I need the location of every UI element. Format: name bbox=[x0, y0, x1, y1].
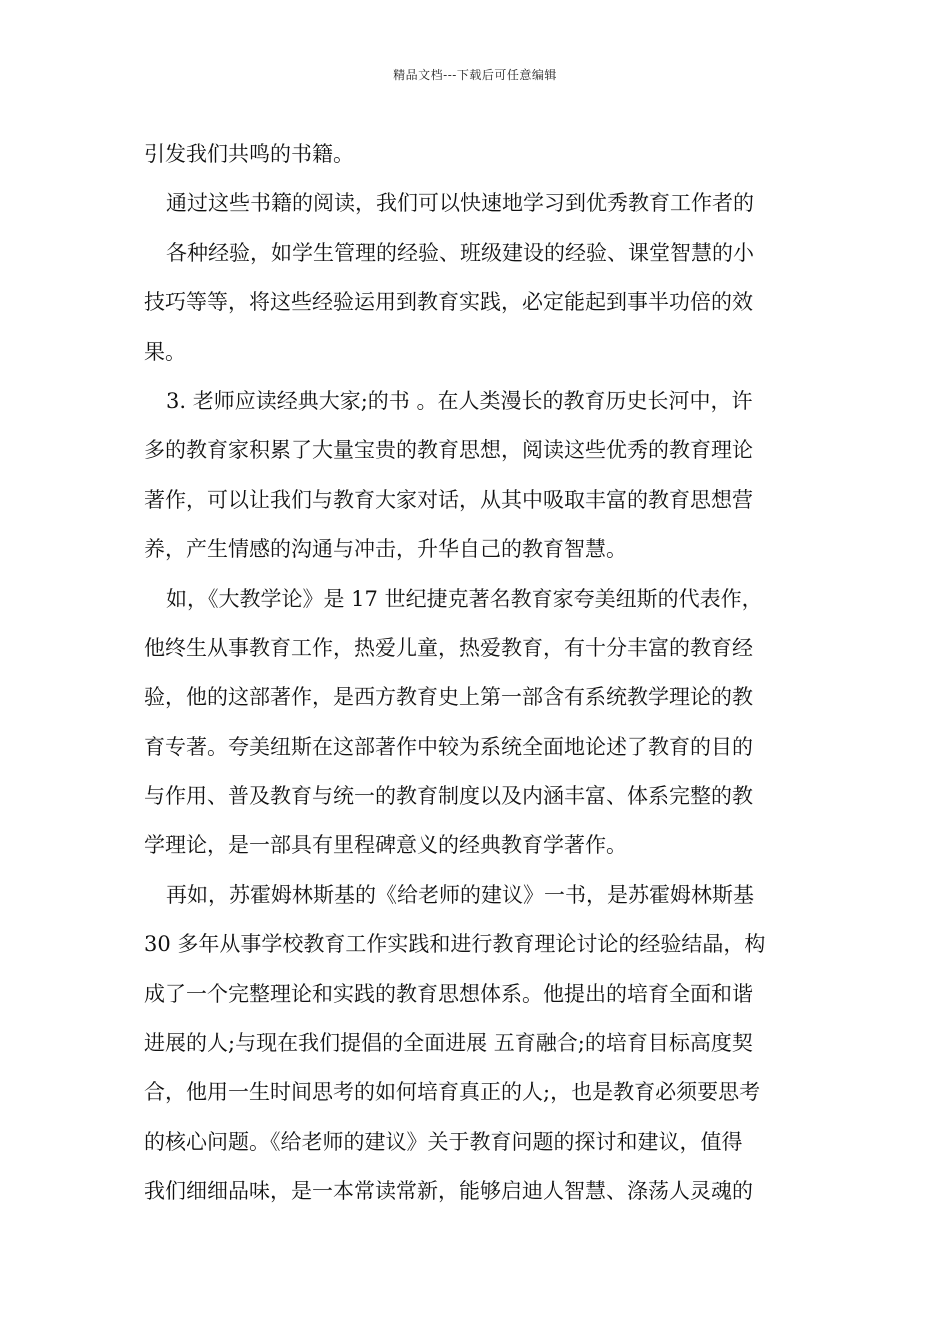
text-line: 引发我们共鸣的书籍。 bbox=[144, 142, 354, 166]
text-line: 果。 bbox=[144, 339, 186, 364]
text-line: 合，他用一生时间思考的如何培育真正的人;，也是教育必须要思考 bbox=[144, 1080, 761, 1105]
text-line: 通过这些书籍的阅读，我们可以快速地学习到优秀教育工作者的 bbox=[166, 191, 754, 216]
text-line: 再如，苏霍姆林斯基的《给老师的建议》一书，是苏霍姆林斯基 bbox=[166, 882, 754, 907]
text-line: 著作，可以让我们与教育大家对话，从其中吸取丰富的教育思想营 bbox=[144, 487, 753, 512]
text-line: 他终生从事教育工作，热爱儿童，热爱教育，有十分丰富的教育经 bbox=[144, 635, 753, 660]
text-line: 的核心问题。《给老师的建议》关于教育问题的探讨和建议，值得 bbox=[144, 1129, 743, 1154]
text-line: 多的教育家积累了大量宝贵的教育思想，阅读这些优秀的教育理论 bbox=[144, 438, 753, 463]
text-line: 我们细细品味，是一本常读常新，能够启迪人智慧、涤荡人灵魂的 bbox=[144, 1179, 753, 1204]
text-line: 30 多年从事学校教育工作实践和进行教育理论讨论的经验结晶，构 bbox=[144, 932, 766, 957]
text-line: 育专著。夸美纽斯在这部著作中较为系统全面地论述了教育的目的 bbox=[144, 734, 753, 759]
text-line: 技巧等等，将这些经验运用到教育实践，必定能起到事半功倍的效 bbox=[144, 290, 753, 315]
body-text bbox=[144, 130, 814, 1217]
text-line: 各种经验，如学生管理的经验、班级建设的经验、课堂智慧的小 bbox=[166, 240, 754, 265]
text-line: 成了一个完整理论和实践的教育思想体系。他提出的培育全面和谐 bbox=[144, 981, 753, 1006]
text-line: 验，他的这部著作，是西方教育史上第一部含有系统教学理论的教 bbox=[144, 685, 753, 710]
text-line: 进展的人;与现在我们提倡的全面进展 五育融合;的培育目标高度契 bbox=[144, 1031, 753, 1056]
text-line: 3. 老师应读经典大家;的书 。在人类漫长的教育历史长河中，许 bbox=[166, 388, 753, 413]
text-line: 如，《大教学论》是 17 世纪捷克著名教育家夸美纽斯的代表作， bbox=[166, 586, 763, 611]
text-line: 学理论，是一部具有里程碑意义的经典教育学著作。 bbox=[144, 833, 627, 858]
text-line: 养，产生情感的沟通与冲击，升华自己的教育智慧。 bbox=[144, 537, 627, 562]
text-line: 与作用、普及教育与统一的教育制度以及内涵丰富、体系完整的教 bbox=[144, 784, 753, 809]
page-header: 精品文档---下载后可任意编辑 bbox=[393, 68, 557, 82]
